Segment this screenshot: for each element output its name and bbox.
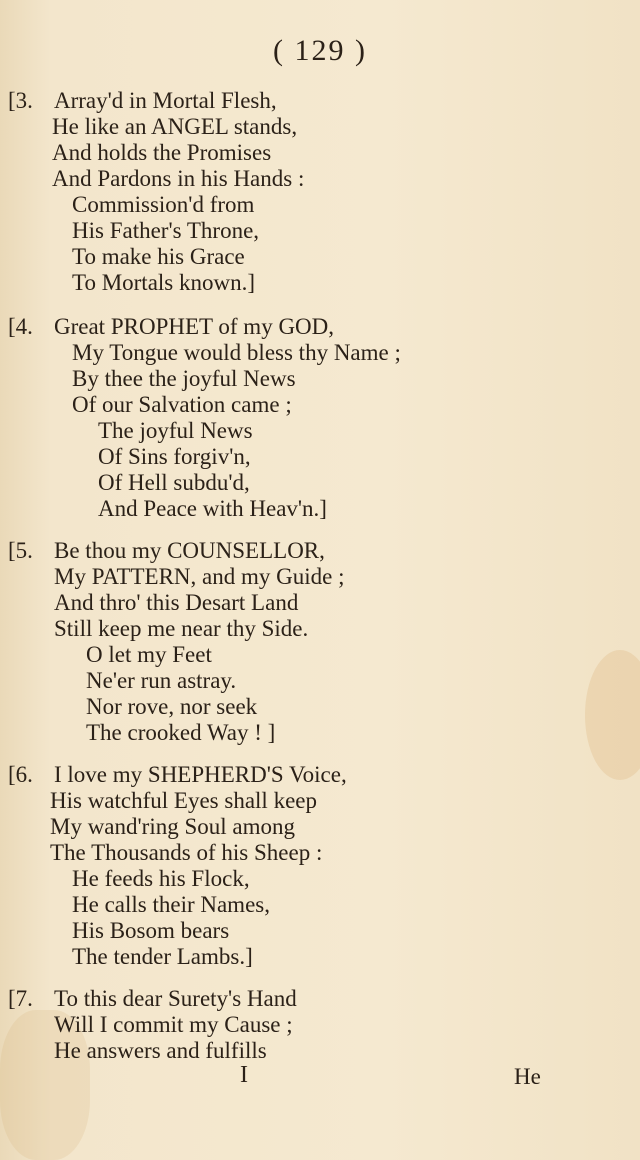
verse-line: And Pardons in his Hands : — [52, 166, 305, 191]
verse-line: To Mortals known.] — [72, 270, 256, 295]
verse-line: I love my SHEPHERD'S Voice, — [54, 762, 347, 787]
verse-line: His Father's Throne, — [72, 218, 260, 243]
verse-line: Ne'er run astray. — [86, 668, 237, 693]
verse-line: My Tongue would bless thy Name ; — [72, 340, 401, 365]
verse-line: O let my Feet — [86, 642, 212, 667]
verse-line: My wand'ring Soul among — [50, 814, 295, 839]
verse-line: Commission'd from — [72, 192, 255, 217]
verse-line: His Bosom bears — [72, 918, 230, 943]
stanza-number: [3. — [8, 88, 33, 113]
verse-line: Still keep me near thy Side. — [54, 616, 309, 641]
stanza-number: [7. — [8, 986, 33, 1011]
verse-line: He calls their Names, — [72, 892, 270, 917]
verse-line: And holds the Promises — [52, 140, 272, 165]
verse-line: My PATTERN, and my Guide ; — [54, 564, 345, 589]
signature-mark: I — [240, 1062, 248, 1088]
verse-line: Great PROPHET of my GOD, — [54, 314, 335, 339]
verse-line: To make his Grace — [72, 244, 245, 269]
verse-line: He feeds his Flock, — [72, 866, 250, 891]
verse-line: His watchful Eyes shall keep — [50, 788, 317, 813]
verse-line: To this dear Surety's Hand — [54, 986, 297, 1011]
verse-line: Be thou my COUNSELLOR, — [54, 538, 325, 563]
verse-line: By thee the joyful News — [72, 366, 296, 391]
verse-line: Nor rove, nor seek — [86, 694, 258, 719]
verse-line: Of our Salvation came ; — [72, 392, 292, 417]
verse-line: And thro' this Desart Land — [54, 590, 299, 615]
catchword: He — [514, 1064, 541, 1089]
foxing-stain — [585, 650, 640, 780]
verse-line: Will I commit my Cause ; — [54, 1012, 293, 1037]
stanza-number: [6. — [8, 762, 33, 787]
page-number: ( 129 ) — [273, 34, 367, 67]
verse-line: Of Sins forgiv'n, — [98, 444, 251, 469]
verse-line: The crooked Way ! ] — [86, 720, 276, 745]
verse-line: Array'd in Mortal Flesh, — [54, 88, 277, 113]
verse-line: The Thousands of his Sheep : — [50, 840, 323, 865]
verse-line: And Peace with Heav'n.] — [98, 496, 327, 521]
stanza-number: [4. — [8, 314, 33, 339]
verse-line: He like an ANGEL stands, — [52, 114, 298, 139]
stanza-number: [5. — [8, 538, 33, 563]
verse-line: The joyful News — [98, 418, 253, 443]
verse-line: The tender Lambs.] — [72, 944, 253, 969]
verse-line: He answers and fulfills — [54, 1038, 267, 1063]
verse-line: Of Hell subdu'd, — [98, 470, 250, 495]
